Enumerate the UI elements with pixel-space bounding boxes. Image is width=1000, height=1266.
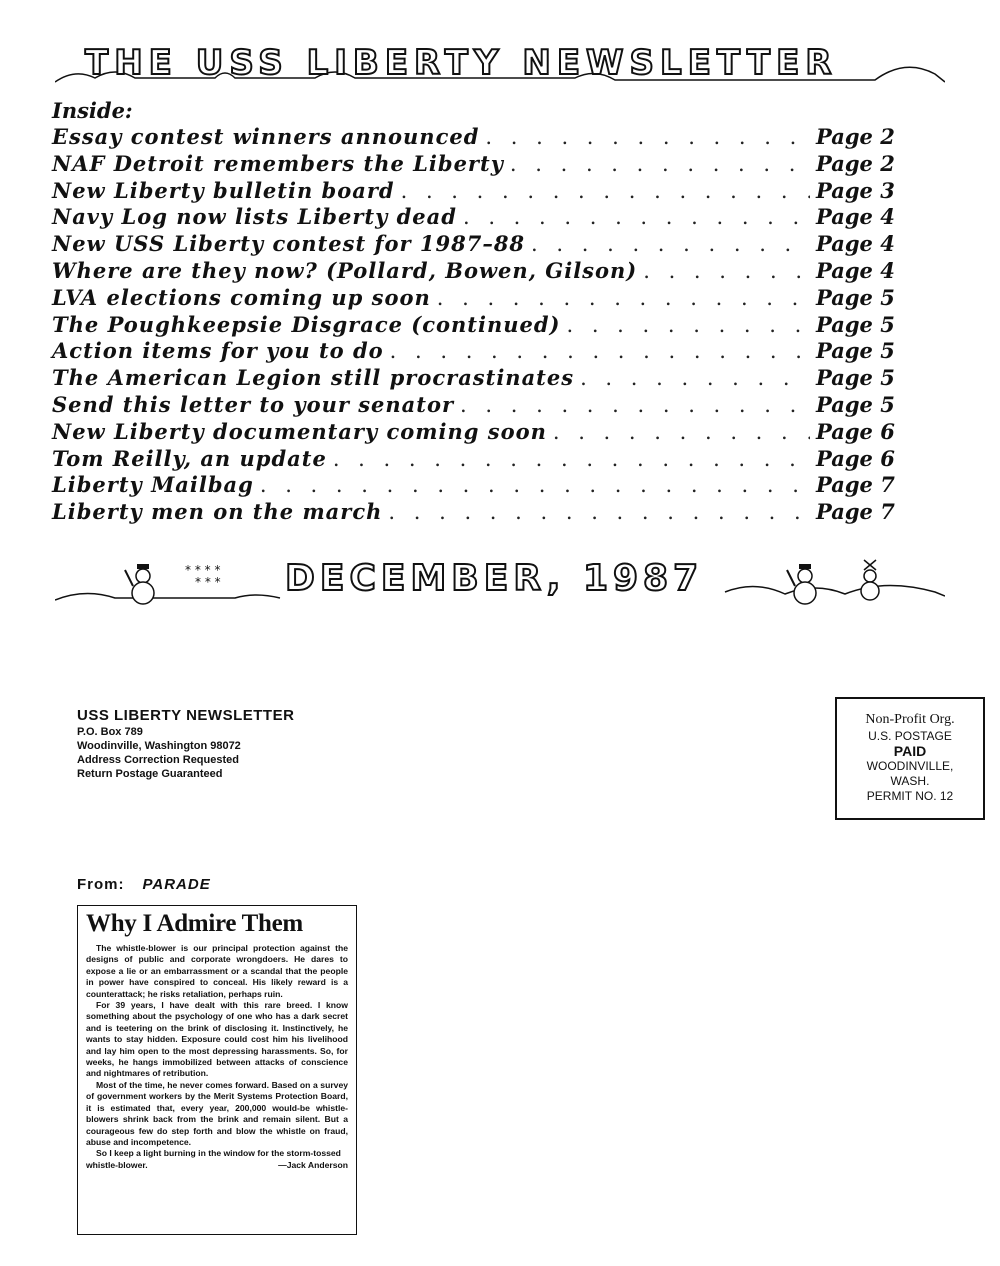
address-line: P.O. Box 789 — [77, 726, 143, 738]
postage-line: WASH. — [890, 774, 930, 788]
toc-page: Page 4 — [816, 257, 895, 283]
toc-page: Page 4 — [816, 231, 895, 257]
table-of-contents — [52, 98, 912, 526]
address-line: Return Postage Guaranteed — [77, 768, 223, 780]
toc-title: LVA elections coming up soon — [52, 284, 431, 310]
toc-leader — [510, 151, 810, 178]
masthead-banner — [55, 38, 945, 88]
address-line: Woodinville, Washington 98072 — [77, 740, 241, 752]
toc-leader — [580, 365, 810, 392]
toc-title: Action items for you to do — [52, 338, 384, 364]
postage-org: Non-Profit Org. — [865, 712, 955, 727]
toc-row — [52, 285, 912, 312]
toc-row — [52, 151, 912, 178]
toc-page: Page 7 — [816, 472, 895, 498]
toc-row — [52, 258, 912, 285]
toc-title: Essay contest winners announced — [52, 124, 480, 149]
toc-title: NAF Detroit remembers the Liberty — [52, 150, 504, 176]
issue-date: DECEMBER, 1987 — [285, 558, 704, 599]
toc-title: The American Legion still procrastinates — [52, 365, 575, 391]
clipping-paragraph: Most of the time, he never comes forward. Based on a survey of government workers by the Merit Systems Protection Board, it is estimated that, every year, 200,000 would-be whistle-blowers shrink back from the brink and remain silent. But a courageous few do step forth and blow the whistle on fraud, abuse and incompetence. — [86, 1079, 348, 1147]
address-line: Address Correction Requested — [77, 754, 239, 766]
toc-title: Tom Reilly, an update — [52, 445, 327, 471]
toc-row — [52, 499, 912, 526]
toc-page: Page 5 — [816, 284, 895, 310]
clipping-closing — [86, 1148, 348, 1171]
toc-title: Liberty men on the march — [52, 499, 383, 525]
toc-page: Page 5 — [816, 391, 895, 417]
snowman-icon — [861, 560, 879, 600]
toc-row — [52, 419, 912, 446]
publication-name: USS LIBERTY NEWSLETTER — [77, 707, 295, 724]
svg-text:* * * *: * * * * — [185, 563, 221, 577]
snowman-icon — [787, 564, 816, 604]
toc-row — [52, 231, 912, 258]
toc-row — [52, 472, 912, 499]
toc-row — [52, 124, 912, 151]
toc-leader — [388, 499, 810, 526]
toc-leader — [566, 312, 810, 339]
toc-leader — [437, 285, 810, 312]
toc-page: Page 6 — [816, 445, 895, 471]
toc-leader — [553, 419, 810, 446]
toc-row — [52, 178, 912, 205]
toc-title: Liberty Mailbag — [52, 472, 254, 498]
article-clipping — [77, 905, 357, 1235]
toc-title: New Liberty bulletin board — [52, 177, 395, 203]
toc-row — [52, 204, 912, 231]
postage-paid: PAID — [893, 743, 927, 759]
toc-row — [52, 365, 912, 392]
toc-page: Page 5 — [816, 365, 895, 391]
toc-title: Navy Log now lists Liberty dead — [52, 204, 457, 230]
toc-heading: Inside: — [52, 98, 133, 123]
toc-leader — [401, 178, 810, 205]
toc-page: Page 4 — [816, 204, 895, 230]
toc-page: Page 5 — [816, 311, 895, 337]
toc-row — [52, 446, 912, 473]
newsletter-title: THE USS LIBERTY NEWSLETTER — [85, 43, 838, 83]
closing-text: So I keep a light burning in the window for the storm-tossed whistle-blower. — [86, 1148, 341, 1170]
issue-date-banner — [55, 552, 945, 612]
toc-leader — [460, 392, 810, 419]
toc-leader — [390, 338, 810, 365]
from-label: From: — [77, 876, 125, 893]
toc-page: Page 3 — [816, 177, 895, 203]
toc-leader — [463, 204, 810, 231]
return-address — [77, 707, 294, 781]
source-name: PARADE — [142, 876, 211, 893]
toc-page: Page 2 — [816, 150, 895, 176]
snowflakes-icon — [185, 563, 221, 589]
toc-row — [52, 338, 912, 365]
toc-leader — [260, 472, 810, 499]
toc-page: Page 6 — [816, 418, 895, 444]
toc-page: Page 7 — [816, 499, 895, 525]
toc-page: Page 2 — [816, 124, 895, 149]
toc-page: Page 5 — [816, 338, 895, 364]
toc-title: New Liberty documentary coming soon — [52, 418, 547, 444]
toc-leader — [531, 231, 810, 258]
clipping-source — [77, 876, 211, 893]
toc-leader — [485, 124, 810, 151]
clipping-author: —Jack Anderson — [278, 1159, 348, 1170]
postage-permit: PERMIT NO. 12 — [866, 789, 954, 803]
toc-title: New USS Liberty contest for 1987–88 — [52, 231, 526, 257]
clipping-paragraph: For 39 years, I have dealt with this rare breed. I know something about the psychology of one who has a dark secret and is teetering on the brink of disclosing it. Instinctively, he wants to stay hidden. Exposure could cost him his livelihood and lay him open to the most depressing harassments. So, for weeks, he hangs immobilized between attacks of conscience and nightmares of retribution. — [86, 1000, 348, 1079]
postage-line: WOODINVILLE, — [866, 759, 954, 773]
clipping-paragraph: The whistle-blower is our principal protection against the designs of public and corporate wrongdoers. He dares to expose a lie or an embarrassment or a scandal that the people in power have conspired to conceal. His likely reward is a counterattack; he risks retaliation, perhaps ruin. — [86, 943, 348, 999]
toc-title: Send this letter to your senator — [52, 391, 455, 417]
toc-row — [52, 312, 912, 339]
toc-title: The Poughkeepsie Disgrace (continued) — [52, 311, 561, 337]
svg-text:* * *: * * * — [195, 575, 221, 589]
toc-title: Where are they now? (Pollard, Bowen, Gilson) — [52, 257, 638, 283]
postage-line: U.S. POSTAGE — [868, 729, 952, 743]
postage-indicia — [835, 697, 985, 820]
clipping-headline: Why I Admire Them — [86, 910, 303, 937]
toc-leader — [333, 446, 810, 473]
toc-leader — [643, 258, 810, 285]
toc-row — [52, 392, 912, 419]
